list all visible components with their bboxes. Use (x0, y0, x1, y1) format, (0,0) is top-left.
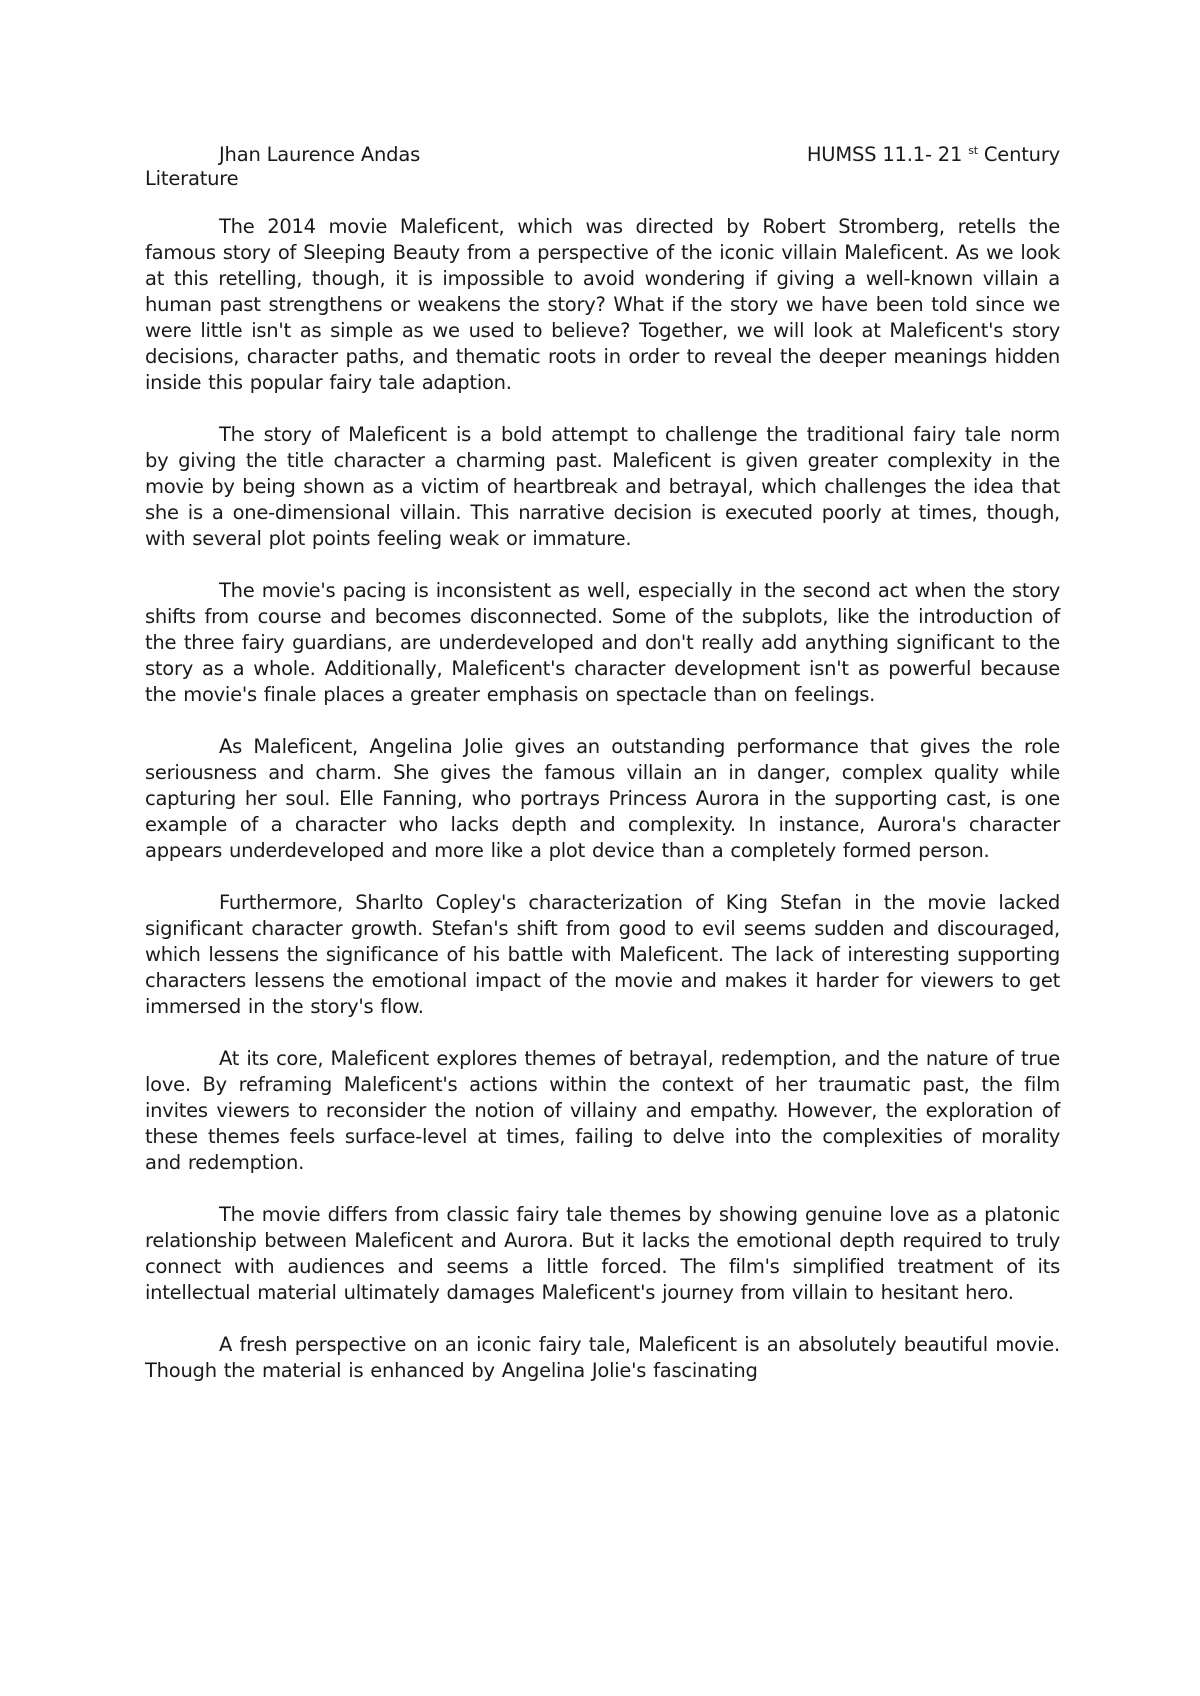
paragraph: The 2014 movie Maleficent, which was directed by Robert Stromberg, retells the famous story of Sleeping Beauty from a perspective of the iconic villain Maleficent. As we look at this retelling, though, it is impossible to avoid wondering if giving a well-known villain a human past strengthens or weakens the story? What if the story we have been told since we were little isn't as simple as we used to believe? Together, we will look at Maleficent's story decisions, character paths, and thematic roots in order to reveal the deeper meanings hidden inside this popular fairy tale adaption. (145, 215, 1060, 394)
course-suffix: Century (983, 143, 1060, 166)
paragraph: The story of Maleficent is a bold attempt to challenge the traditional fairy tale norm by giving the title character a charming past. Maleficent is given greater complexity in the movie by being shown as a victim of heartbreak and betrayal, which challenges the idea that she is a one-dimensional villain. This narrative decision is executed poorly at times, though, with several plot points feeling weak or immature. (145, 423, 1060, 550)
paragraph: At its core, Maleficent explores themes of betrayal, redemption, and the nature of true love. By reframing Maleficent's actions within the context of her traumatic past, the film invites viewers to reconsider the notion of villainy and empathy. However, the exploration of these themes feels surface-level at times, failing to delve into the complexities of morality and redemption. (145, 1047, 1060, 1174)
document-page (145, 143, 1060, 1410)
course-superscript: st (968, 144, 978, 157)
paragraph: The movie differs from classic fairy tale themes by showing genuine love as a platonic relationship between Maleficent and Aurora. But it lacks the emotional depth required to truly connect with audiences and seems a little forced. The film's simplified treatment of its intellectual material ultimately damages Maleficent's journey from villain to hesitant hero. (145, 1203, 1060, 1304)
course-prefix: HUMSS 11.1- 21 (806, 143, 963, 166)
paragraph: As Maleficent, Angelina Jolie gives an outstanding performance that gives the role seriousness and charm. She gives the famous villain an in danger, complex quality while capturing her soul. Elle Fanning, who portrays Princess Aurora in the supporting cast, is one example of a character who lacks depth and complexity. In instance, Aurora's character appears underdeveloped and more like a plot device than a completely formed person. (145, 735, 1060, 862)
essay-body (145, 214, 1060, 1384)
student-name: Jhan Laurence Andas (219, 143, 421, 166)
subject-label: Literature (145, 167, 239, 190)
paragraph: The movie's pacing is inconsistent as well, especially in the second act when the story shifts from course and becomes disconnected. Some of the subplots, like the introduction of the three fairy guardians, are underdeveloped and don't really add anything significant to the story as a whole. Additionally, Maleficent's character development isn't as powerful because the movie's finale places a greater emphasis on spectacle than on feelings. (145, 579, 1060, 706)
paragraph: Furthermore, Sharlto Copley's characterization of King Stefan in the movie lacked significant character growth. Stefan's shift from good to evil seems sudden and discouraged, which lessens the significance of his battle with Maleficent. The lack of interesting supporting characters lessens the emotional impact of the movie and makes it harder for viewers to get immersed in the story's flow. (145, 891, 1060, 1018)
paragraph: A fresh perspective on an iconic fairy tale, Maleficent is an absolutely beautiful movie. Though the material is enhanced by Angelina Jolie's fascinating (145, 1333, 1060, 1382)
document-header (145, 143, 1060, 191)
course-label (807, 143, 1060, 167)
